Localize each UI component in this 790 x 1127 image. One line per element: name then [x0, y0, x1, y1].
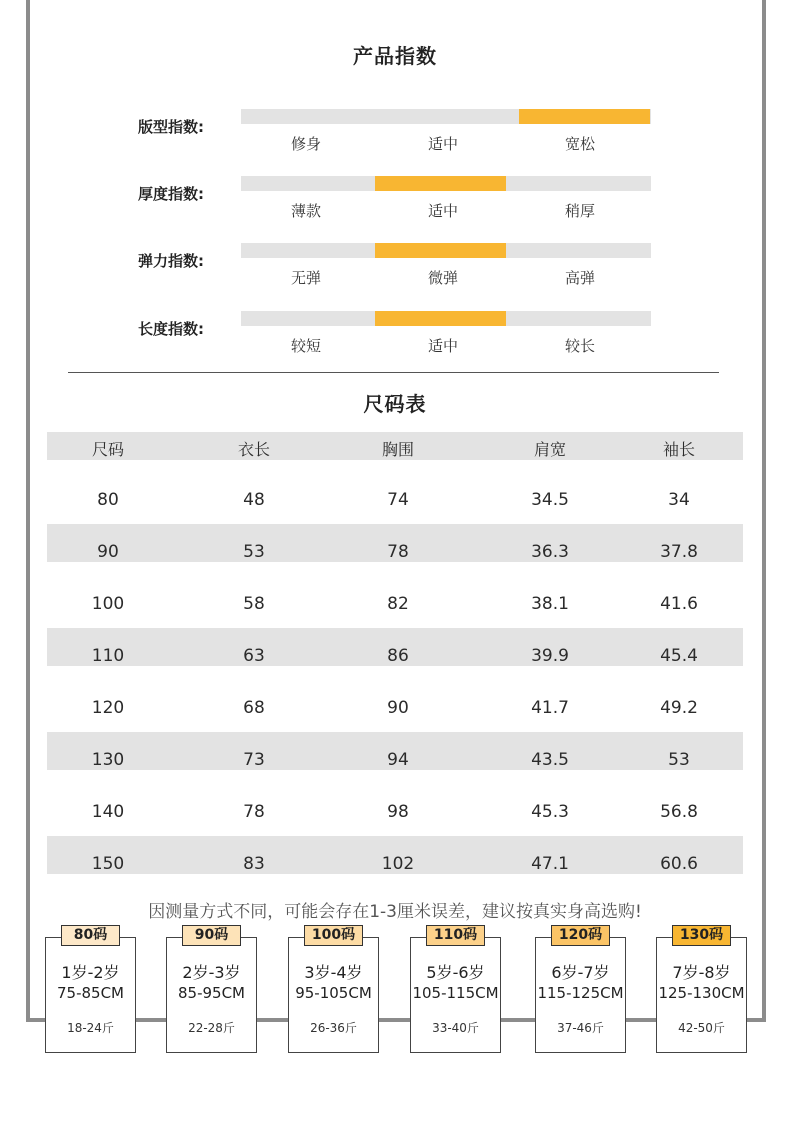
table-cell: 140: [91, 802, 125, 822]
index-option: 稍厚: [564, 202, 595, 220]
index-bar-track: [241, 109, 651, 124]
table-cell: 90: [387, 698, 409, 718]
table-cell: 58: [243, 594, 265, 614]
size-badge: 130码: [672, 925, 731, 946]
size-card-height: 85-95CM: [177, 984, 245, 1002]
table-cell: 41.6: [660, 594, 698, 614]
table-header-cell: 尺码: [91, 440, 124, 459]
table-cell: 68: [243, 698, 265, 718]
size-card-age: 7岁-8岁: [672, 963, 731, 982]
index-option: 微弹: [427, 269, 458, 287]
table-cell: 34.5: [531, 490, 569, 510]
table-cell: 53: [668, 750, 690, 770]
index-option: 适中: [427, 135, 458, 153]
index-option: 适中: [427, 337, 458, 355]
index-bar-indicator: [375, 243, 506, 258]
table-cell: 100: [91, 594, 125, 614]
size-card-age: 6岁-7岁: [551, 963, 610, 982]
table-header-cell: 肩宽: [533, 440, 566, 459]
table-cell: 78: [243, 802, 265, 822]
table-cell: 94: [387, 750, 409, 770]
size-card-height: 75-85CM: [56, 984, 124, 1002]
table-header-cell: 胸围: [381, 440, 414, 459]
table-cell: 90: [97, 542, 119, 562]
index-option: 修身: [290, 135, 321, 153]
table-cell: 41.7: [531, 698, 569, 718]
measurement-note: 因测量方式不同，可能会存在1-3厘米误差，建议按真实身高选购!: [148, 902, 642, 922]
index-option: 高弹: [564, 269, 595, 287]
table-cell: 130: [91, 750, 125, 770]
size-card-height: 95-105CM: [295, 984, 372, 1002]
index-bar-indicator: [519, 109, 650, 124]
size-card-height: 115-125CM: [537, 984, 624, 1002]
table-cell: 60.6: [660, 854, 698, 874]
product-index-title: 产品指数: [353, 44, 437, 68]
size-card-weight: 37-46斤: [557, 1021, 604, 1035]
table-cell: 39.9: [531, 646, 569, 666]
table-cell: 110: [91, 646, 125, 666]
table-cell: 150: [91, 854, 125, 874]
size-card-weight: 42-50斤: [678, 1021, 725, 1035]
table-cell: 78: [387, 542, 409, 562]
size-card-weight: 33-40斤: [432, 1021, 479, 1035]
table-cell: 45.4: [660, 646, 698, 666]
table-cell: 45.3: [531, 802, 569, 822]
frame-bottom-border: [26, 1018, 766, 1022]
index-label: 长度指数:: [138, 320, 204, 338]
index-label: 弹力指数:: [138, 252, 204, 270]
table-cell: 56.8: [660, 802, 698, 822]
size-badge: 110码: [426, 925, 485, 946]
size-card-age: 5岁-6岁: [426, 963, 485, 982]
table-header-cell: 袖长: [662, 440, 695, 459]
table-cell: 102: [381, 854, 415, 874]
index-bar-indicator: [375, 311, 506, 326]
index-label: 版型指数:: [138, 118, 204, 136]
size-chart-title: 尺码表: [363, 392, 427, 416]
size-card-weight: 18-24斤: [67, 1021, 114, 1035]
table-cell: 120: [91, 698, 125, 718]
table-header-cell: 衣长: [237, 440, 270, 459]
table-cell: 43.5: [531, 750, 569, 770]
index-option: 较短: [290, 337, 321, 355]
size-card-age: 3岁-4岁: [304, 963, 363, 982]
index-option: 薄款: [290, 202, 321, 220]
size-card-height: 105-115CM: [412, 984, 499, 1002]
index-option: 宽松: [564, 135, 595, 153]
size-card-age: 1岁-2岁: [61, 963, 120, 982]
table-cell: 53: [243, 542, 265, 562]
index-bar-track: [241, 243, 651, 258]
table-cell: 34: [668, 490, 690, 510]
table-cell: 37.8: [660, 542, 698, 562]
index-bar-indicator: [375, 176, 506, 191]
size-card-weight: 26-36斤: [310, 1021, 357, 1035]
table-cell: 63: [243, 646, 265, 666]
table-cell: 38.1: [531, 594, 569, 614]
size-badge: 100码: [304, 925, 363, 946]
size-card-age: 2岁-3岁: [182, 963, 241, 982]
index-option: 适中: [427, 202, 458, 220]
size-card-weight: 22-28斤: [188, 1021, 235, 1035]
table-cell: 86: [387, 646, 409, 666]
table-cell: 47.1: [531, 854, 569, 874]
index-option: 无弹: [290, 269, 321, 287]
table-cell: 98: [387, 802, 409, 822]
size-badge: 80码: [61, 925, 120, 946]
index-option: 较长: [564, 337, 595, 355]
index-bar-track: [241, 176, 651, 191]
table-cell: 74: [387, 490, 409, 510]
table-cell: 83: [243, 854, 265, 874]
frame-left-border: [26, 0, 30, 1022]
index-bar-track: [241, 311, 651, 326]
table-cell: 49.2: [660, 698, 698, 718]
table-cell: 82: [387, 594, 409, 614]
frame-right-border: [762, 0, 766, 1022]
index-label: 厚度指数:: [138, 185, 204, 203]
table-cell: 48: [243, 490, 265, 510]
size-badge: 120码: [551, 925, 610, 946]
table-cell: 36.3: [531, 542, 569, 562]
table-cell: 73: [243, 750, 265, 770]
size-card-height: 125-130CM: [658, 984, 745, 1002]
table-cell: 80: [97, 490, 119, 510]
size-badge: 90码: [182, 925, 241, 946]
section-divider: [68, 372, 719, 373]
